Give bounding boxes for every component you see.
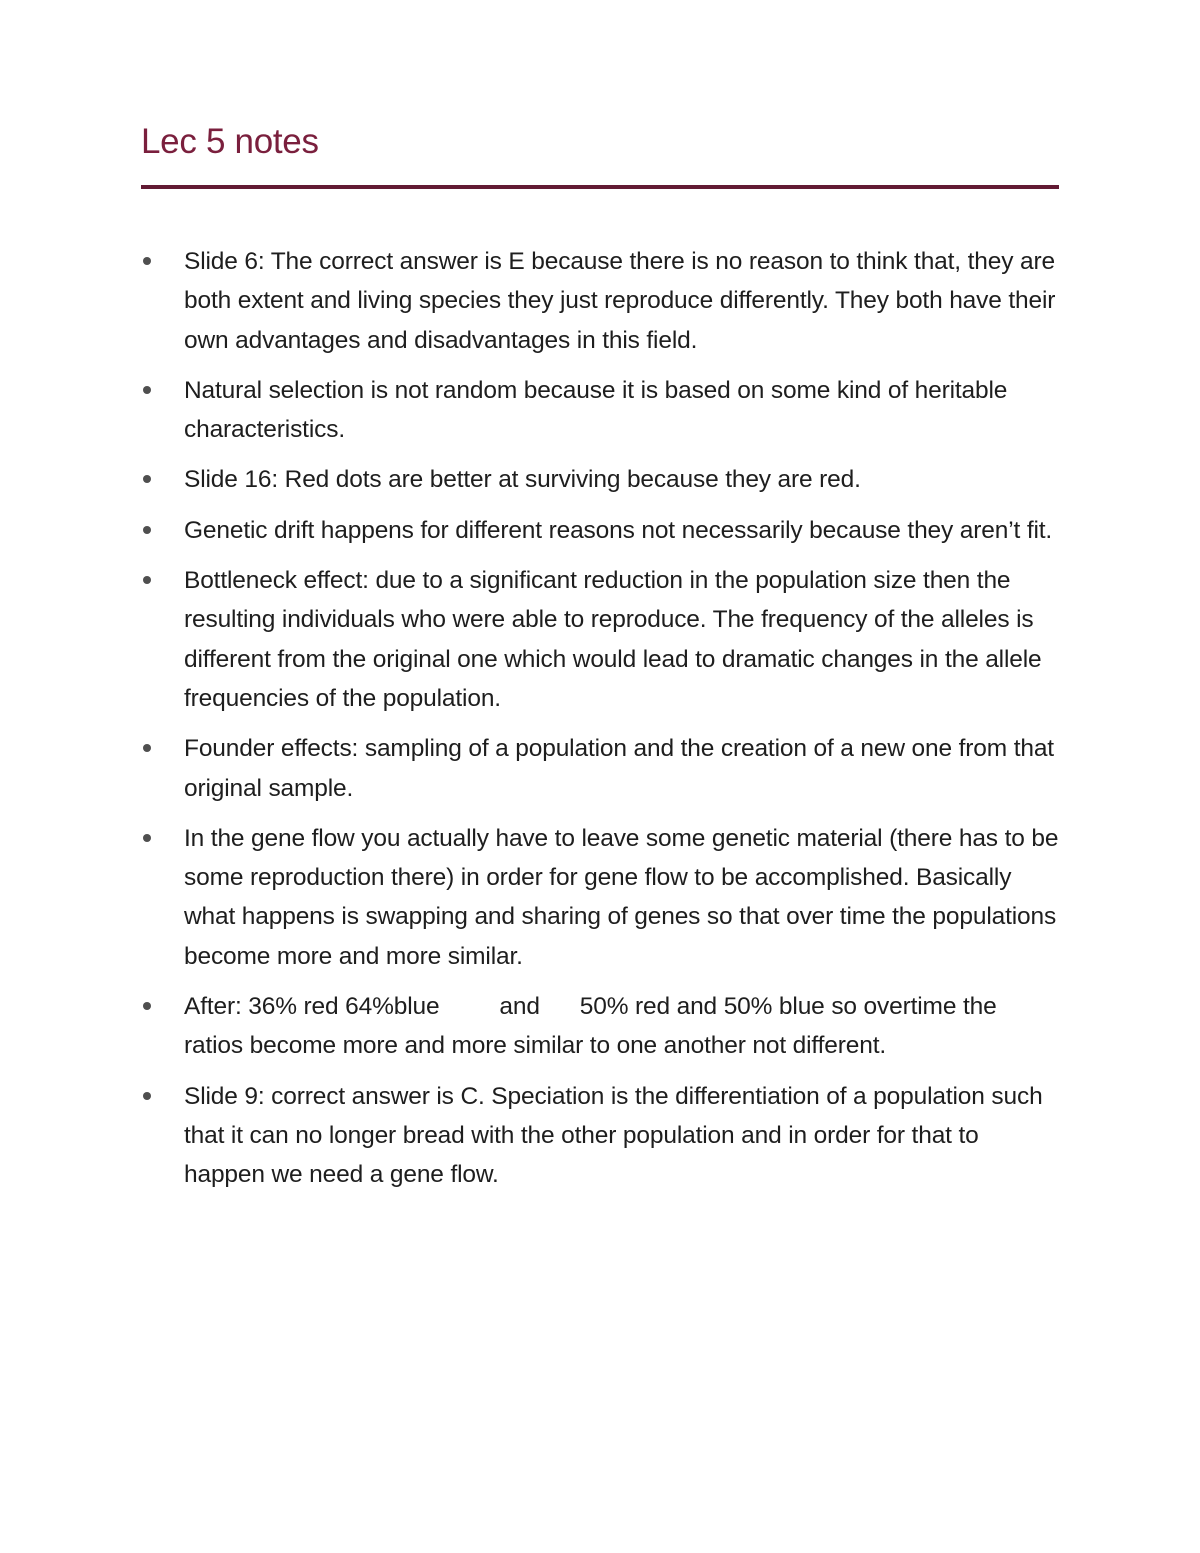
- bullet-icon: [143, 1002, 151, 1010]
- note-item-genetic-drift: [141, 511, 1061, 550]
- note-item-founder-effects: [141, 729, 1061, 808]
- bullet-icon: [143, 257, 151, 265]
- note-text: Founder effects: sampling of a population and the creation of a new one from that original sample.: [184, 735, 1054, 802]
- note-text: In the gene flow you actually have to leave some genetic material (there has to be some reproduction there) in order for gene flow to be accomplished. Basically what happens is swapping and sharing of genes so that over time the populations become more and more similar.: [184, 824, 1059, 970]
- bullet-icon: [143, 576, 151, 584]
- note-text: After: 36% red 64%blue and 50% red and 50% blue so overtime the ratios become more and more similar to one another not different.: [184, 993, 1004, 1060]
- note-item-slide-16: [141, 460, 1061, 499]
- bullet-icon: [143, 744, 151, 752]
- note-text: Slide 9: correct answer is C. Speciation is the differentiation of a population such that it can no longer bread with the other population and in order for that to happen we need a gene flow.: [184, 1082, 1043, 1189]
- title-divider: [141, 185, 1059, 189]
- note-item-natural-selection: [141, 371, 1061, 450]
- bullet-icon: [143, 1092, 151, 1100]
- note-text: Genetic drift happens for different reasons not necessarily because they aren’t fit.: [184, 516, 1053, 544]
- bullet-icon: [143, 526, 151, 534]
- note-item-slide-9: [141, 1077, 1061, 1195]
- note-item-slide-6: [141, 242, 1061, 360]
- page-title: Lec 5 notes: [141, 122, 319, 161]
- note-item-after-ratios: [141, 987, 1061, 1066]
- note-text: Natural selection is not random because it is based on some kind of heritable characteristics.: [184, 376, 1008, 444]
- note-text: Bottleneck effect: due to a significant reduction in the population size then the resulting individuals who were able to reproduce. The frequency of the alleles is different from the original one which would lead to dramatic changes in the allele frequencies of the population.: [184, 567, 1042, 712]
- note-item-bottleneck-effect: [141, 561, 1061, 718]
- note-item-gene-flow: [141, 819, 1061, 976]
- bullet-icon: [143, 386, 151, 394]
- note-text: Slide 6: The correct answer is E because there is no reason to think that, they are both extent and living species they just reproduce differently. They both have their own advantages and disadvantages in this field.: [184, 248, 1056, 354]
- bullet-icon: [143, 475, 151, 483]
- notes-list: [141, 242, 1061, 1206]
- bullet-icon: [143, 834, 151, 842]
- note-text: Slide 16: Red dots are better at surviving because they are red.: [184, 466, 861, 494]
